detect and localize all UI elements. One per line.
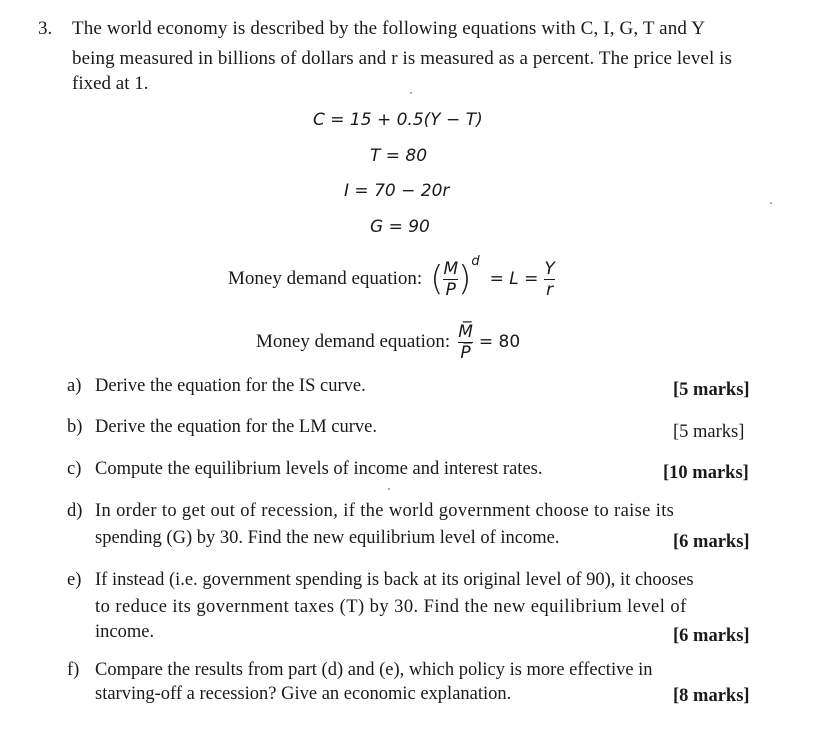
question-number: 3. [38,18,53,39]
right-paren: ) [458,259,472,299]
question-intro-line-1: The world economy is described by the following equations with C, I, G, T and Y [72,18,706,39]
scan-speck [388,488,390,490]
part-e-label: e) [67,570,82,590]
part-d-label: d) [67,501,83,521]
part-c-label: c) [67,459,82,479]
money-demand-numerator: M [443,258,459,279]
part-a-marks-text: [5 marks] [673,380,750,400]
part-b-label: b) [67,417,83,437]
money-demand-superscript: d [471,253,480,269]
government-equation: G = 90 [370,217,430,237]
money-demand-fraction [443,260,458,299]
scan-speck [770,202,772,204]
money-supply-numerator: M̅ [458,321,473,342]
part-f-label: f) [67,660,80,680]
part-d-text-line-2: spending (G) by 30. Find the new equilibrium level of income. [95,528,560,548]
part-a-text: Derive the equation for the IS curve. [95,376,366,396]
money-demand-label: Money demand equation: [228,268,423,289]
part-f-marks-text: [8 marks] [673,686,750,706]
money-demand-denominator: P [445,279,456,300]
part-e-marks [673,626,750,647]
part-c-marks [663,463,749,484]
money-supply-rhs: = 80 [478,332,521,352]
part-c-text: Compute the equilibrium levels of income and interest rates. [95,459,543,479]
part-c-marks-text: [10 marks] [663,463,749,483]
part-b-marks [673,422,744,443]
part-d-marks [673,532,750,553]
part-f-text-line-1: Compare the results from part (d) and (e), which policy is more effective in [95,660,653,680]
liquidity-denominator: r [546,279,554,300]
money-supply-fraction [458,323,473,362]
liquidity-numerator: Y [544,258,555,279]
part-a-marks [673,380,750,401]
part-b-text: Derive the equation for the LM curve. [95,417,378,437]
money-supply-denominator: P̅ [460,342,471,363]
left-paren: ( [430,259,444,299]
investment-equation: I = 70 − 20r [344,181,450,201]
money-supply-equation [256,318,520,366]
money-demand-equation [228,253,555,305]
scan-speck [410,92,412,94]
money-demand-mid: = L = [489,269,539,289]
part-e-text-line-1: If instead (i.e. government spending is back at its original level of 90), it chooses [95,570,694,590]
part-f-marks [673,686,750,707]
question-intro-line-3: fixed at 1. [72,73,149,94]
part-b-marks-text: [5 marks] [673,422,745,442]
question-intro-line-2: being measured in billions of dollars and r is measured as a percent. The price level is [72,48,733,69]
part-f-text-line-2: starving-off a recession? Give an economic explanation. [95,684,512,704]
part-e-text-line-2: to reduce its government taxes (T) by 30. Find the new equilibrium level of [95,597,687,617]
money-supply-label: Money demand equation: [256,331,451,352]
part-d-marks-text: [6 marks] [673,532,750,552]
tax-equation: T = 80 [370,146,428,166]
part-e-text-line-3: income. [95,622,155,642]
liquidity-fraction [544,260,554,299]
part-d-text-line-1: In order to get out of recession, if the world government choose to raise its [95,501,675,521]
part-e-marks-text: [6 marks] [673,626,750,646]
part-a-label: a) [67,376,82,396]
consumption-equation: C = 15 + 0.5(Y − T) [313,110,483,130]
